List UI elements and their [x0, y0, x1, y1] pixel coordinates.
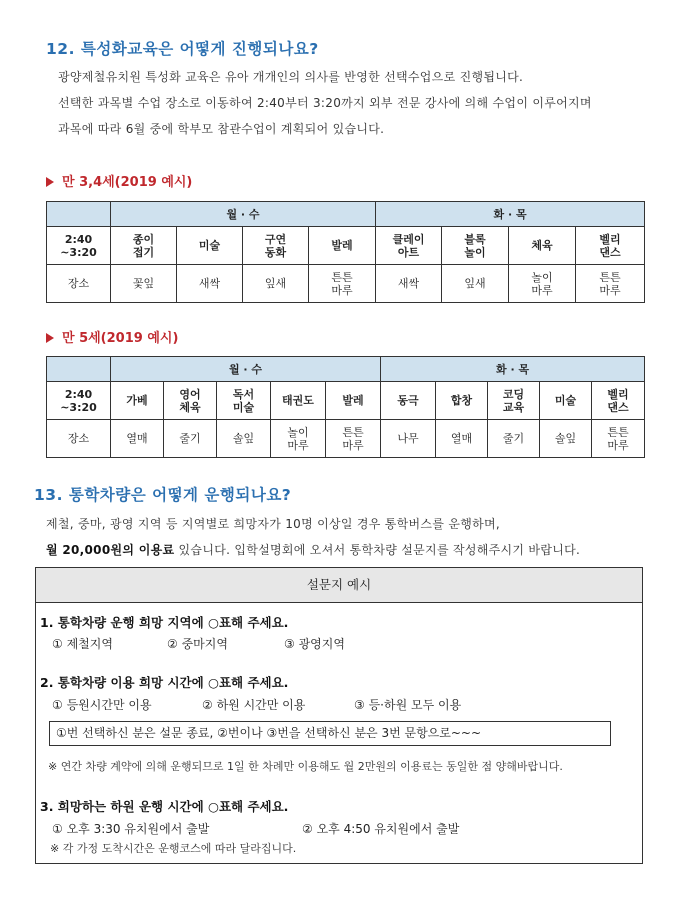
- subject-cell: [381, 382, 436, 420]
- place-cell: [217, 420, 271, 458]
- subject-cell: [243, 227, 309, 265]
- header-empty-cell: [47, 357, 111, 382]
- place-cell: [436, 420, 488, 458]
- place-label-cell: 장소: [47, 265, 111, 303]
- q2-option-2: ② 하원 시간만 이용: [202, 698, 306, 712]
- place-cell: [111, 420, 164, 458]
- section-12-line-2: 선택한 과목별 수업 장소로 이동하여 2:40부터 3:20까지 외부 전문 강사에 의해 수업이 이루어지며: [58, 96, 592, 110]
- q1-option-1: ① 제철지역: [52, 637, 113, 651]
- place-cell: [442, 265, 509, 303]
- place-text: 줄기: [502, 432, 525, 445]
- group-tue-thu: 화 · 목: [381, 357, 645, 382]
- survey-title: 설문지 예시: [36, 568, 642, 603]
- subject-cell: [540, 382, 592, 420]
- survey-question-2: 2. 통학차량 이용 희망 시간에 ○표해 주세요.: [40, 675, 289, 690]
- triangle-right-icon: [46, 333, 54, 343]
- table-header-row: [47, 357, 645, 382]
- group-mon-wed: 월 · 수: [111, 202, 376, 227]
- subject-text: 구연 동화: [264, 232, 287, 259]
- table-2-title-text: 만 5세(2019 예시): [62, 331, 179, 346]
- subject-text: 합창: [450, 394, 473, 407]
- place-cell: [488, 420, 540, 458]
- section-12-line-1: 광양제철유치원 특성화 교육은 유아 개개인의 의사를 반영한 선택수업으로 진행됩니다.: [58, 70, 524, 84]
- fee-text: 월 20,000원의 이용료: [46, 543, 175, 557]
- q3-note: ※ 각 가정 도착시간은 운행코스에 따라 달라집니다.: [50, 842, 297, 855]
- place-text: 잎새: [264, 277, 287, 290]
- q2-note: ※ 연간 차량 계약에 의해 운행되므로 1일 한 차례만 이용해도 월 2만원의 이용료는 동일한 점 양해바랍니다.: [48, 760, 563, 773]
- subject-text: 독서 미술: [232, 387, 255, 414]
- place-cell: [164, 420, 217, 458]
- header-empty-cell: [47, 202, 111, 227]
- section-13-line-2-rest: 있습니다. 입학설명회에 오셔서 통학차량 설문지를 작성해주시기 바랍니다.: [174, 543, 581, 557]
- table-2-title: [46, 327, 178, 346]
- subject-text: 클레이 아트: [392, 232, 425, 259]
- subject-cell: [177, 227, 243, 265]
- subject-text: 체육: [531, 239, 553, 252]
- place-text: 줄기: [179, 432, 201, 445]
- place-label-cell: 장소: [47, 420, 111, 458]
- place-text: 새싹: [198, 277, 221, 290]
- subject-text: 블록 놀이: [464, 232, 486, 259]
- place-text: 솔잎: [232, 432, 255, 445]
- subject-cell: [376, 227, 442, 265]
- survey-example-box: [35, 567, 643, 864]
- q1-option-2: ② 중마지역: [167, 637, 228, 651]
- schedule-table-age-3-4: [46, 201, 645, 303]
- q2-instruction-box: ①번 선택하신 분은 설문 종료, ②번이나 ③번을 선택하신 분은 3번 문항으로~~~: [49, 721, 611, 746]
- place-cell: [592, 420, 645, 458]
- survey-question-1: 1. 통학차량 운행 희망 지역에 ○표해 주세요.: [40, 615, 289, 630]
- place-text: 튼튼 마루: [599, 270, 621, 297]
- table-1-title-text: 만 3,4세(2019 예시): [62, 175, 193, 190]
- place-text: 튼튼 마루: [607, 425, 629, 452]
- place-row: [47, 420, 645, 458]
- place-text: 잎새: [464, 277, 486, 290]
- subject-text: 태권도: [282, 394, 314, 407]
- table-1-title: [46, 171, 192, 190]
- subject-text: 발레: [331, 239, 353, 252]
- subject-text: 발레: [342, 394, 364, 407]
- q3-option-1: ① 오후 3:30 유치원에서 출발: [52, 822, 210, 836]
- time-cell: [47, 227, 111, 265]
- subject-cell: [164, 382, 217, 420]
- q2-option-1: ① 등원시간만 이용: [52, 698, 152, 712]
- place-text: 튼튼 마루: [342, 425, 364, 452]
- time-cell: [47, 382, 111, 420]
- section-13-line-1: 제철, 중마, 광영 지역 등 지역별로 희망자가 10명 이상일 경우 통학버스를 운행하며,: [46, 517, 501, 531]
- place-cell: [540, 420, 592, 458]
- place-cell: [243, 265, 309, 303]
- subject-cell: [217, 382, 271, 420]
- subject-cell: [271, 382, 326, 420]
- group-mon-wed: 월 · 수: [111, 357, 381, 382]
- subject-cell: [576, 227, 645, 265]
- section-12-heading: 12. 특성화교육은 어떻게 진행되나요?: [46, 40, 319, 58]
- place-cell: [111, 265, 177, 303]
- subject-cell: [592, 382, 645, 420]
- subject-cell: [326, 382, 381, 420]
- subject-text: 벨리 댄스: [607, 387, 629, 414]
- q1-option-3: ③ 광영지역: [284, 637, 345, 651]
- place-cell: [271, 420, 326, 458]
- subject-text: 동극: [397, 394, 419, 407]
- subject-cell: [309, 227, 376, 265]
- subject-cell: [111, 382, 164, 420]
- place-text: 솔잎: [554, 432, 577, 445]
- subject-text: 미술: [198, 239, 221, 252]
- subject-row: [47, 227, 645, 265]
- survey-question-3: 3. 희망하는 하원 운행 시간에 ○표해 주세요.: [40, 799, 289, 814]
- q2-option-3: ③ 등·하원 모두 이용: [354, 698, 462, 712]
- section-13-line-2: [46, 541, 580, 558]
- subject-cell: [436, 382, 488, 420]
- table-header-row: [47, 202, 645, 227]
- place-cell: [309, 265, 376, 303]
- place-cell: [177, 265, 243, 303]
- place-text: 새싹: [397, 277, 420, 290]
- subject-text: 종이 접기: [132, 232, 155, 259]
- place-cell: [509, 265, 576, 303]
- place-text: 꽃잎: [132, 277, 155, 290]
- place-text: 나무: [397, 432, 419, 445]
- place-text: 놀이 마루: [287, 425, 309, 452]
- place-row: [47, 265, 645, 303]
- subject-row: [47, 382, 645, 420]
- subject-cell: [111, 227, 177, 265]
- place-cell: [376, 265, 442, 303]
- subject-text: 코딩 교육: [502, 387, 525, 414]
- place-cell: [576, 265, 645, 303]
- schedule-table-age-5: [46, 356, 645, 458]
- group-tue-thu: 화 · 목: [376, 202, 645, 227]
- section-13-heading: 13. 통학차량은 어떻게 운행되나요?: [34, 486, 292, 504]
- subject-text: 미술: [554, 394, 577, 407]
- q3-option-2: ② 오후 4:50 유치원에서 출발: [302, 822, 460, 836]
- time-text: 2:40 ~3:20: [60, 232, 97, 259]
- triangle-right-icon: [46, 177, 54, 187]
- subject-text: 가베: [126, 394, 148, 407]
- place-text: 열매: [126, 432, 148, 445]
- place-text: 놀이 마루: [531, 270, 553, 297]
- place-cell: [381, 420, 436, 458]
- place-text: 튼튼 마루: [331, 270, 353, 297]
- subject-cell: [509, 227, 576, 265]
- section-12-line-3: 과목에 따라 6월 중에 학부모 참관수업이 계획되어 있습니다.: [58, 122, 385, 136]
- subject-text: 영어 체육: [179, 387, 201, 414]
- subject-cell: [488, 382, 540, 420]
- place-cell: [326, 420, 381, 458]
- place-text: 열매: [450, 432, 473, 445]
- subject-text: 벨리 댄스: [599, 232, 621, 259]
- subject-cell: [442, 227, 509, 265]
- time-text: 2:40 ~3:20: [60, 387, 97, 414]
